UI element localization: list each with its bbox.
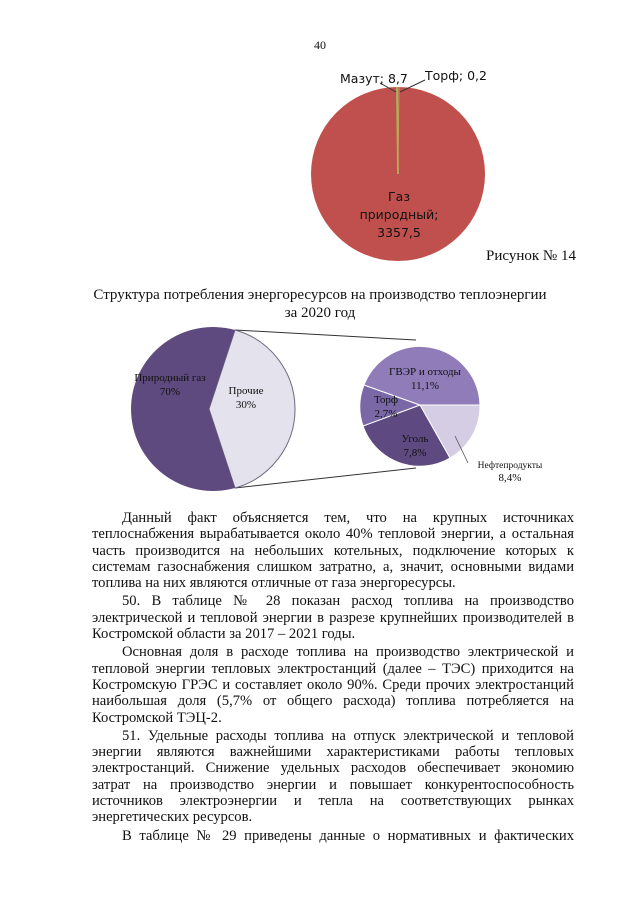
label-torf-name: Торф [373, 394, 399, 406]
label-oil-value: 8,4% [498, 472, 522, 484]
paragraph-5: В таблице № 29 приведены данные о нормативных и фактических [122, 827, 574, 844]
label-gas-line3: 3357,5 [377, 225, 421, 240]
label-gas-line2: природный; [359, 207, 439, 222]
figure-title-line2: за 2020 год [284, 305, 356, 321]
paragraph-3: Основная доля в расходе топлива на производство электрической и тепловой энергии тепловых электростанций (далее – ТЭС) приходится на Костромскую ГРЭС и составляет около 90%. Среди прочих электростанций наибольшая доля (5,7% от общего расхода) топлива потребляется на Костромской ТЭЦ-2. [92, 644, 574, 726]
figure-caption: Рисунок № 14 [486, 248, 576, 264]
label-oil-name: Нефтепродукты [477, 461, 543, 471]
body-text [92, 510, 574, 846]
paragraph-4: 51. Удельные расходы топлива на отпуск электрической и тепловой энергии являются важнейшими характеристиками работы тепловых электростанций. Снижение удельных расходов обеспечивает экономию затрат на производство энергии и повышает конкурентоспособность источников электроэнергии и тепла на соответствующих рынках энергетических ресурсов. [92, 727, 574, 826]
page-number: 40 [314, 38, 326, 52]
label-mazut: Мазут; 8,7 [340, 71, 408, 86]
label-coal-value: 7,8% [403, 447, 427, 459]
connector-top [235, 330, 416, 340]
label-other-value: 30% [235, 399, 257, 411]
label-gas-value: 70% [159, 386, 181, 398]
paragraph-1: Данный факт объясняется тем, что на крупных источниках теплоснабжения вырабатывается около 40% тепловой энергии, а остальная часть производится на небольших котельных, подключение которых к системам газоснабжения слишком затратно, а, значит, основными видами топлива на них являются отличные от газа энергоресурсы. [92, 510, 574, 592]
label-gas-line1: Газ [388, 189, 410, 204]
label-gas-name: Природный газ [134, 372, 206, 384]
label-coal-name: Уголь [401, 433, 429, 445]
paragraph-2: 50. В таблице № 28 показан расход топлива на производство электрической и тепловой энергии в разрезе крупнейших производителей в Костромской области за 2017 – 2021 годы. [92, 593, 574, 643]
label-other-name: Прочие [228, 385, 264, 397]
label-torf: Торф; 0,2 [425, 68, 487, 83]
figure-title-line1: Структура потребления энергоресурсов на производство теплоэнергии [93, 287, 547, 303]
label-gver-name: ГВЭР и отходы [389, 366, 461, 378]
label-torf-value: 2,7% [374, 408, 398, 420]
label-gver-value: 11,1% [410, 380, 440, 392]
